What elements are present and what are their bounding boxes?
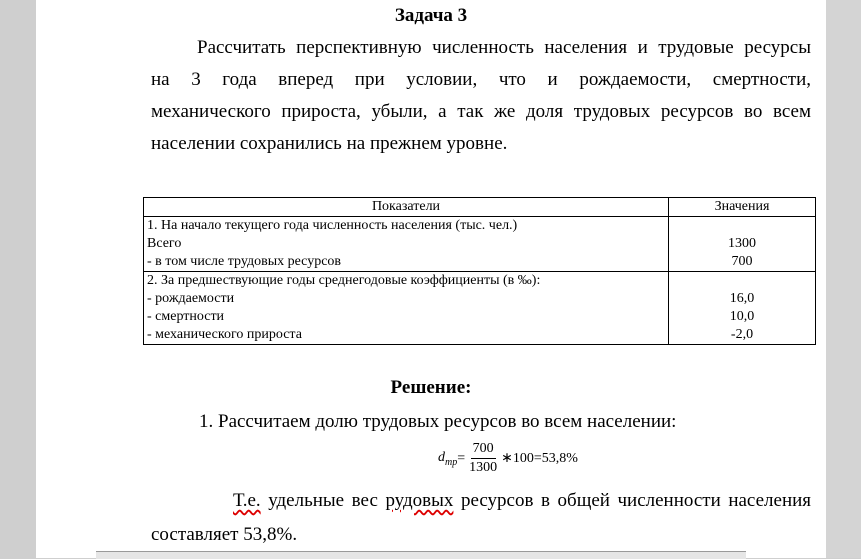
formula-equals: = <box>457 450 466 466</box>
formula <box>438 440 578 477</box>
paragraph-line: на 3 года вперед при условии, что и рождаемости, смертности, <box>151 69 811 90</box>
task-paragraph <box>151 32 811 160</box>
header-values: Значения <box>669 198 816 217</box>
row-label: - рождаемости <box>147 291 235 306</box>
row-value: 10,0 <box>729 309 755 324</box>
fraction-numerator: 700 <box>471 440 496 459</box>
conclusion-line: Т.е. удельные вес рудовых ресурсов в общей численности населения <box>233 490 812 511</box>
formula-fraction <box>467 440 499 477</box>
table-row <box>144 272 816 345</box>
formula-result: ∗100=53,8% <box>501 451 578 466</box>
row-label: Всего <box>147 236 182 251</box>
right-gutter <box>826 0 861 558</box>
section-1-labels <box>144 217 669 272</box>
solution-heading: Решение: <box>390 377 472 398</box>
section-2-values <box>669 272 816 345</box>
section-heading: 2. За предшествующие годы среднегодовые коэффициенты (в ‰): <box>147 273 541 288</box>
row-label: - в том числе трудовых ресурсов <box>147 254 342 269</box>
task-title: Задача 3 <box>394 5 468 26</box>
paragraph-line: Рассчитать перспективную численность населения и трудовые ресурсы <box>197 37 811 58</box>
row-value: -2,0 <box>730 327 754 342</box>
document-page <box>36 0 826 558</box>
conclusion-line: составляет 53,8%. <box>151 524 298 545</box>
row-label: - смертности <box>147 309 225 324</box>
indicators-table <box>143 197 816 345</box>
table-row <box>144 217 816 272</box>
solution-step-1: 1. Рассчитаем долю трудовых ресурсов во всем населении: <box>199 411 677 432</box>
row-label: - механического прироста <box>147 327 302 342</box>
header-indicators: Показатели <box>144 198 669 217</box>
paragraph-line: населении сохранились на прежнем уровне. <box>151 133 508 154</box>
table-header-row <box>144 198 816 217</box>
row-value: 700 <box>731 254 753 269</box>
paragraph-line: механического прироста, убыли, а так же доля трудовых ресурсов во всем <box>151 101 811 122</box>
fraction-denominator: 1300 <box>469 460 498 475</box>
section-heading: 1. На начало текущего года численность населения (тыс. чел.) <box>147 218 518 233</box>
row-value: 1300 <box>728 236 756 251</box>
section-1-values <box>669 217 816 272</box>
conclusion <box>151 484 811 552</box>
formula-variable: $d_{тр}$ <box>438 449 458 468</box>
row-value: 16,0 <box>729 291 755 306</box>
section-2-labels <box>144 272 669 345</box>
